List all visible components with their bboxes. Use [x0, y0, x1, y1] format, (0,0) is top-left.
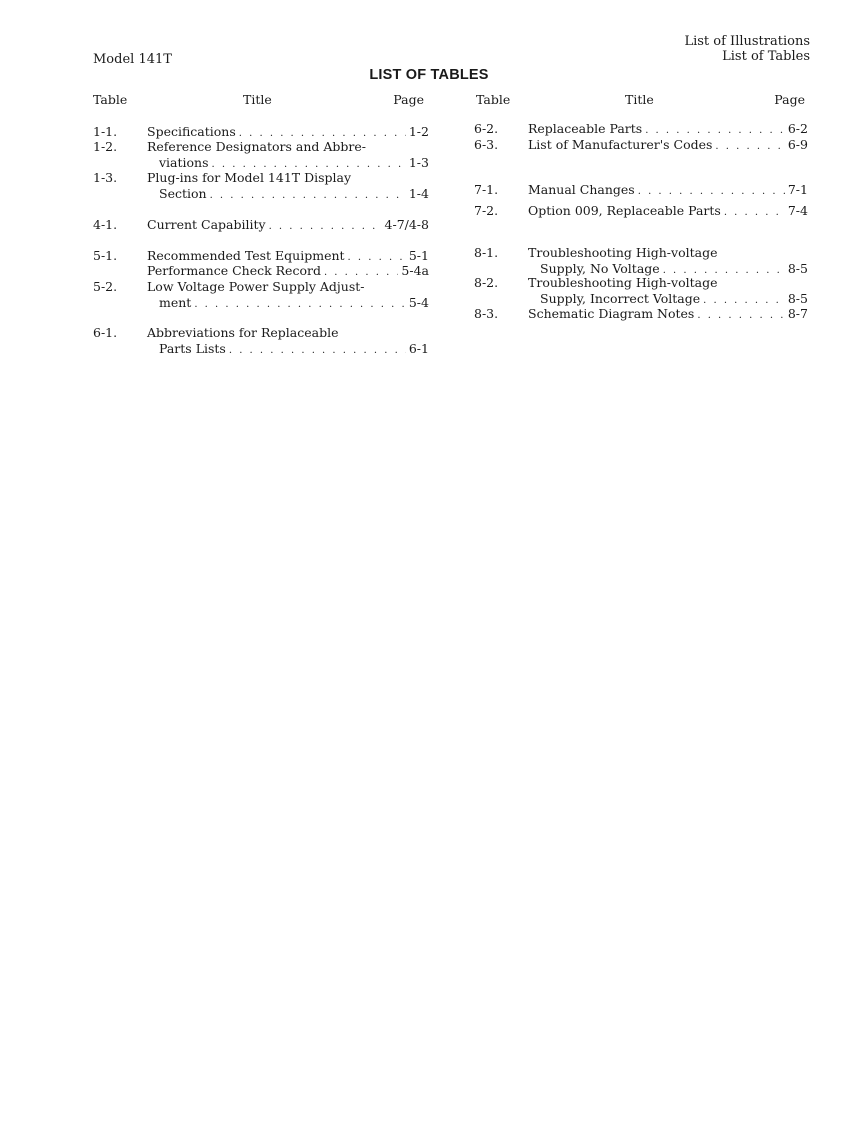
- page-number: 5-4a: [401, 263, 429, 278]
- table-entry: [93, 279, 429, 312]
- table-entry: [93, 170, 429, 203]
- table-title: Recommended Test Equipment: [147, 248, 345, 263]
- table-entry: [474, 245, 808, 278]
- header-model: Model 141T: [93, 52, 172, 67]
- table-title: Supply, Incorrect Voltage: [540, 290, 701, 306]
- header-list-of-illustrations: List of Illustrations: [684, 34, 810, 49]
- table-title: Schematic Diagram Notes: [528, 306, 695, 321]
- table-number: 7-2.: [474, 203, 499, 218]
- table-title: Option 009, Replaceable Parts: [528, 203, 721, 218]
- table-title: Abbreviations for Replaceable: [147, 325, 339, 340]
- header-right: [684, 34, 810, 64]
- leader-dots: [229, 343, 406, 359]
- right-column: [474, 92, 808, 321]
- col-header-page: Page: [393, 92, 424, 107]
- table-number: 8-2.: [474, 275, 499, 290]
- table-number: 8-3.: [474, 306, 499, 321]
- page-number: 5-4: [408, 294, 429, 310]
- page-number: 7-1: [787, 182, 808, 197]
- table-title: Troubleshooting High-voltage: [528, 245, 718, 260]
- table-entry: [474, 306, 808, 324]
- col-header-title: Title: [243, 92, 272, 107]
- page-title: LIST OF TABLES: [369, 67, 489, 83]
- table-title: viations: [159, 154, 209, 170]
- leader-dots: [210, 188, 406, 204]
- col-header-title: Title: [625, 92, 654, 107]
- col-header-table: Table: [476, 92, 511, 107]
- leader-dots: [715, 139, 784, 155]
- leader-dots: [724, 205, 785, 221]
- page-number: 7-4: [787, 203, 808, 218]
- left-column-header: [93, 92, 429, 108]
- table-number: 6-3.: [474, 137, 499, 152]
- table-number: 4-1.: [93, 217, 118, 232]
- table-title: ment: [159, 294, 192, 310]
- table-entry: [93, 263, 429, 281]
- page-number: 6-2: [787, 121, 808, 136]
- table-entry: [93, 139, 429, 172]
- leader-dots: [697, 308, 785, 324]
- table-title: Specifications: [147, 124, 236, 139]
- leader-dots: [194, 297, 406, 313]
- table-title: Reference Designators and Abbre-: [147, 139, 366, 154]
- table-number: 5-1.: [93, 248, 118, 263]
- table-entry: [474, 121, 808, 139]
- table-entry: [474, 275, 808, 308]
- table-entry: [93, 325, 429, 358]
- table-number: 8-1.: [474, 245, 499, 260]
- table-title: Parts Lists: [159, 340, 226, 356]
- leader-dots: [638, 184, 785, 200]
- col-header-table: Table: [93, 92, 128, 107]
- table-entry: [474, 182, 808, 200]
- col-header-page: Page: [774, 92, 805, 107]
- table-entry: [474, 203, 808, 221]
- table-title: Plug-ins for Model 141T Display: [147, 170, 352, 185]
- table-number: 1-3.: [93, 170, 118, 185]
- page-number: 1-2: [408, 124, 429, 139]
- table-title: Performance Check Record: [147, 263, 321, 278]
- table-title: List of Manufacturer's Codes: [528, 137, 713, 152]
- table-number: 6-1.: [93, 325, 118, 340]
- page-number: 8-5: [787, 260, 808, 276]
- table-title: Manual Changes: [528, 182, 635, 197]
- page-number: 6-9: [787, 137, 808, 152]
- page-number: 8-5: [787, 290, 808, 306]
- table-entry: [474, 137, 808, 155]
- table-title: Replaceable Parts: [528, 121, 643, 136]
- table-number: 6-2.: [474, 121, 499, 136]
- page-number: 1-3: [408, 154, 429, 170]
- table-entry: [93, 217, 429, 235]
- table-number: 1-1.: [93, 124, 118, 139]
- page-number: 6-1: [408, 340, 429, 356]
- header-list-of-tables: List of Tables: [722, 49, 810, 64]
- table-title: Troubleshooting High-voltage: [528, 275, 718, 290]
- table-title: Section: [159, 185, 207, 201]
- table-title: Low Voltage Power Supply Adjust-: [147, 279, 365, 294]
- left-column: [93, 92, 429, 356]
- table-number: 5-2.: [93, 279, 118, 294]
- page-number: 5-1: [408, 248, 429, 263]
- right-column-header: [474, 92, 808, 108]
- page-number: 4-7/4-8: [384, 217, 429, 232]
- page-number: 8-7: [787, 306, 808, 321]
- leader-dots: [269, 219, 382, 235]
- page-number: 1-4: [408, 185, 429, 201]
- table-title: Current Capability: [147, 217, 266, 232]
- table-number: 7-1.: [474, 182, 499, 197]
- table-title: Supply, No Voltage: [540, 260, 660, 276]
- table-number: 1-2.: [93, 139, 118, 154]
